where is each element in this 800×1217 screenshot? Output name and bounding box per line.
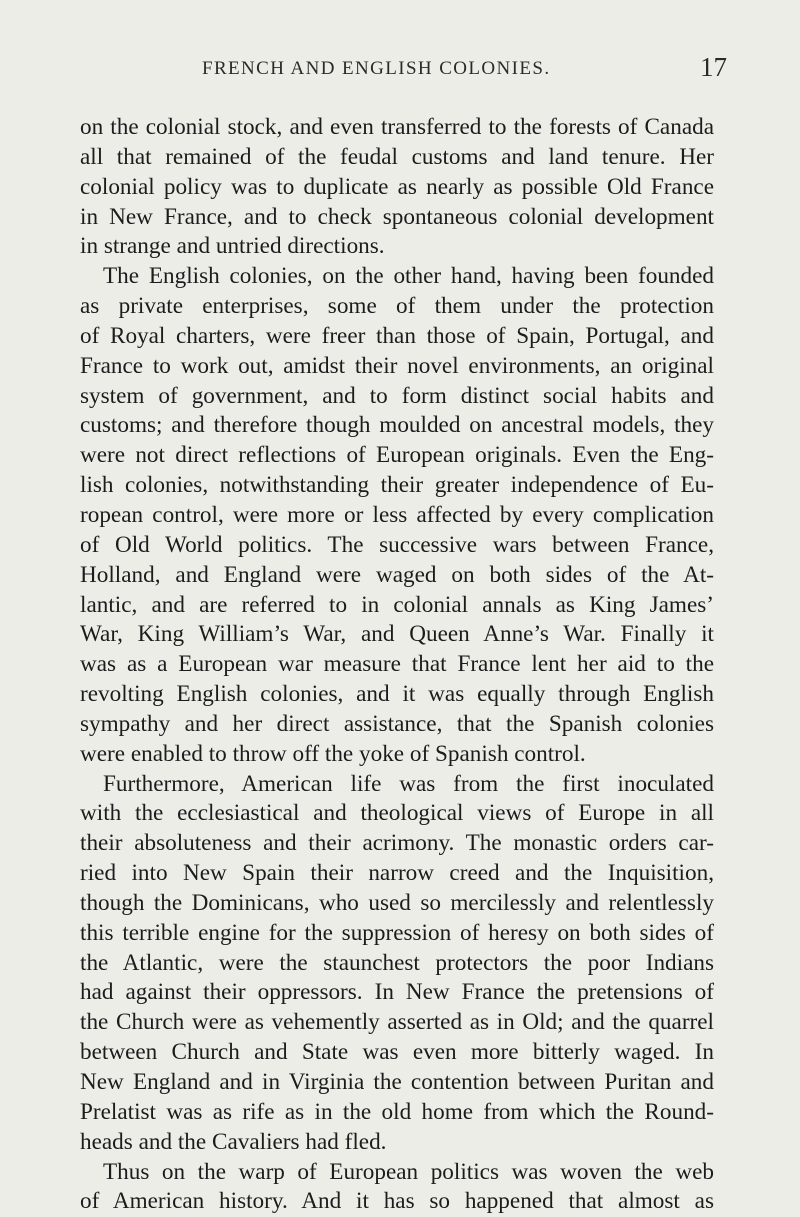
text-line: of American history. And it has so happened that almost as <box>80 1188 714 1215</box>
running-head: FRENCH AND ENGLISH COLONIES. <box>202 58 551 79</box>
body-text <box>80 113 714 1217</box>
text-line: lish colonies, notwithstanding their greater independence of Eu- <box>80 472 714 499</box>
paragraph-first-line: The English colonies, on the other hand, having been founded <box>103 263 714 290</box>
text-line: the Church were as vehemently asserted as in Old; and the quarrel <box>80 1009 714 1036</box>
text-line: colonial policy was to duplicate as nearly as possible Old France <box>80 173 714 200</box>
text-line: lantic, and are referred to in colonial annals as King James’ <box>80 591 714 618</box>
paragraph-first-line: Thus on the warp of European politics was woven the web <box>103 1158 714 1185</box>
text-line: ried into New Spain their narrow creed and the Inquisition, <box>80 860 714 887</box>
text-line: Prelatist was as rife as in the old home from which the Round- <box>80 1098 714 1125</box>
text-line: though the Dominicans, who used so mercilessly and relentlessly <box>80 889 714 916</box>
text-line: between Church and State was even more bitterly waged. In <box>80 1039 714 1066</box>
text-line: had against their oppressors. In New France the pretensions of <box>80 979 714 1006</box>
text-line: as private enterprises, some of them under the protection <box>80 293 714 320</box>
text-line: of Old World politics. The successive wars between France, <box>80 531 714 558</box>
text-line: were not direct reflections of European originals. Even the Eng- <box>80 442 714 469</box>
text-line: was as a European war measure that France lent her aid to the <box>80 651 714 678</box>
page-header <box>0 52 800 92</box>
page-number: 17 <box>700 52 727 82</box>
text-line: this terrible engine for the suppression of heresy on both sides of <box>80 919 714 946</box>
text-line: were enabled to throw off the yoke of Spanish control. <box>80 740 586 767</box>
text-line: their absoluteness and their acrimony. The monastic orders car- <box>80 830 714 857</box>
paragraph-first-line: Furthermore, American life was from the first inoculated <box>103 770 714 797</box>
text-line: revolting English colonies, and it was equally through English <box>80 681 714 708</box>
text-line: system of government, and to form distinct social habits and <box>80 382 714 409</box>
text-line: War, King William’s War, and Queen Anne’s War. Finally it <box>80 621 714 648</box>
text-line: of Royal charters, were freer than those of Spain, Portugal, and <box>80 322 714 349</box>
text-line: with the ecclesiastical and theological views of Europe in all <box>80 800 714 827</box>
text-line: customs; and therefore though moulded on ancestral models, they <box>80 412 714 439</box>
text-line: in New France, and to check spontaneous colonial development <box>80 203 714 230</box>
text-line: all that remained of the feudal customs and land tenure. Her <box>80 143 714 170</box>
text-line: New England and in Virginia the contention between Puritan and <box>80 1069 714 1095</box>
text-line: sympathy and her direct assistance, that the Spanish colonies <box>80 710 714 737</box>
text-line: in strange and untried directions. <box>80 233 385 260</box>
text-line: heads and the Cavaliers had fled. <box>80 1128 387 1155</box>
text-line: France to work out, amidst their novel environments, an original <box>80 352 714 379</box>
text-line: on the colonial stock, and even transferred to the forests of Canada <box>80 114 714 140</box>
text-line: Holland, and England were waged on both sides of the At- <box>80 561 714 588</box>
text-line: the Atlantic, were the staunchest protectors the poor Indians <box>80 949 714 976</box>
text-line: ropean control, were more or less affected by every complication <box>80 501 714 528</box>
